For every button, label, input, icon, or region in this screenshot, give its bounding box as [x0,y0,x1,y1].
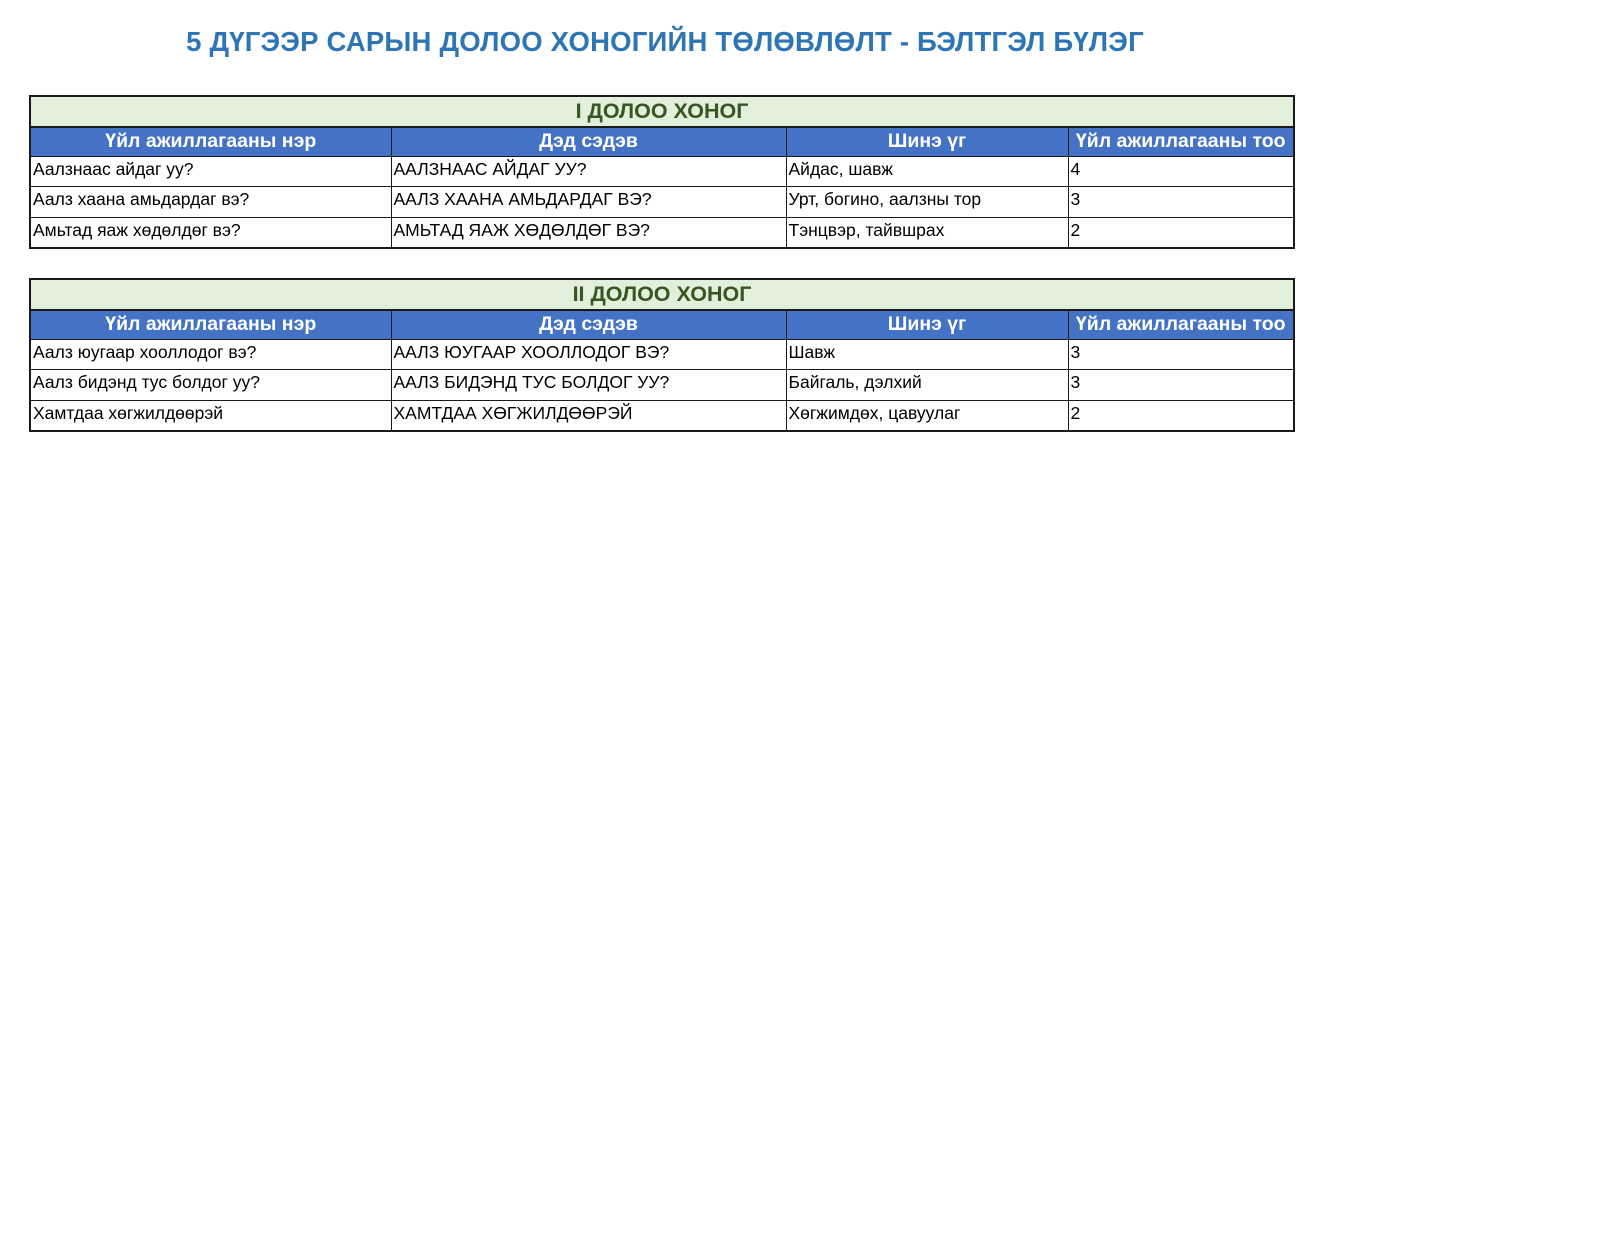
week-2-table [29,278,1295,432]
activity-count-cell: 2 [1068,400,1294,431]
subtopic-cell: АМЬТАД ЯАЖ ХӨДӨЛДӨГ ВЭ? [391,217,786,248]
week-1-table [29,95,1295,249]
column-header-subtopic: Дэд сэдэв [391,127,786,156]
new-words-cell: Тэнцвэр, тайвшрах [786,217,1068,248]
column-header-activity-count: Үйл ажиллагааны тоо [1068,127,1294,156]
column-header-activity-name: Үйл ажиллагааны нэр [30,127,391,156]
new-words-cell: Шавж [786,339,1068,370]
week-title: I ДОЛОО ХОНОГ [30,96,1294,127]
column-header-subtopic: Дэд сэдэв [391,310,786,339]
column-header-activity-name: Үйл ажиллагааны нэр [30,310,391,339]
subtopic-cell: ААЛЗНААС АЙДАГ УУ? [391,156,786,187]
activity-count-cell: 3 [1068,187,1294,218]
table-row [30,339,1294,370]
activity-count-cell: 3 [1068,339,1294,370]
subtopic-cell: ААЛЗ БИДЭНД ТУС БОЛДОГ УУ? [391,370,786,401]
activity-name-cell: Аалз хаана амьдардаг вэ? [30,187,391,218]
activity-count-cell: 3 [1068,370,1294,401]
page-title: 5 ДҮГЭЭР САРЫН ДОЛОО ХОНОГИЙН ТӨЛӨВЛӨЛТ - БЭЛТГЭЛ БҮЛЭГ [186,26,1144,57]
activity-name-cell: Аалзнаас айдаг уу? [30,156,391,187]
new-words-cell: Хөгжимдөх, цавуулаг [786,400,1068,431]
subtopic-cell: ААЛЗ ЮУГААР ХООЛЛОДОГ ВЭ? [391,339,786,370]
column-header-new-words: Шинэ үг [786,310,1068,339]
column-header-new-words: Шинэ үг [786,127,1068,156]
new-words-cell: Байгаль, дэлхий [786,370,1068,401]
column-header-activity-count: Үйл ажиллагааны тоо [1068,310,1294,339]
activity-name-cell: Аалз юугаар хооллодог вэ? [30,339,391,370]
subtopic-cell: ААЛЗ ХААНА АМЬДАРДАГ ВЭ? [391,187,786,218]
week-title: II ДОЛОО ХОНОГ [30,279,1294,310]
activity-count-cell: 2 [1068,217,1294,248]
table-row [30,217,1294,248]
table-row [30,187,1294,218]
table-row [30,400,1294,431]
new-words-cell: Урт, богино, аалзны тор [786,187,1068,218]
table-row [30,370,1294,401]
activity-name-cell: Аалз бидэнд тус болдог уу? [30,370,391,401]
subtopic-cell: ХАМТДАА ХӨГЖИЛДӨӨРЭЙ [391,400,786,431]
new-words-cell: Айдас, шавж [786,156,1068,187]
activity-name-cell: Амьтад яаж хөдөлдөг вэ? [30,217,391,248]
table-row [30,156,1294,187]
activity-count-cell: 4 [1068,156,1294,187]
activity-name-cell: Хамтдаа хөгжилдөөрэй [30,400,391,431]
